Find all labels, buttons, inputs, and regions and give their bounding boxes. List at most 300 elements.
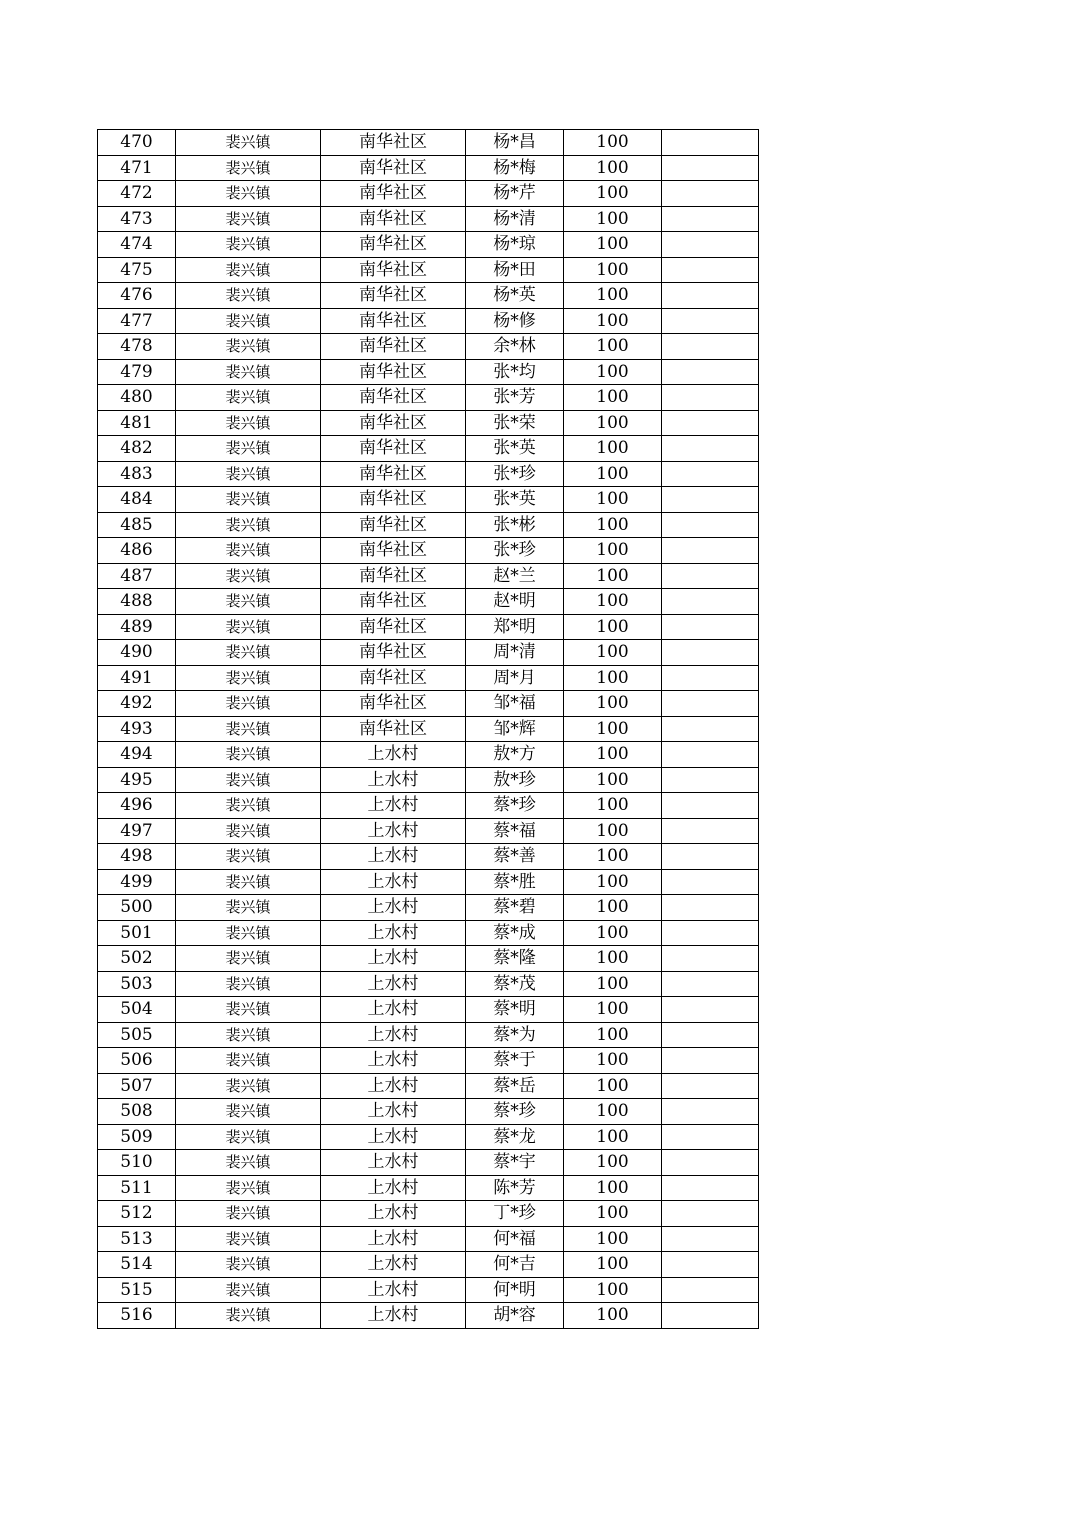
row-number-cell: 502 [98,946,176,972]
table-row [98,385,759,411]
row-number-cell: 504 [98,997,176,1023]
amount-cell: 100 [564,793,662,819]
village-cell: 南华社区 [321,359,466,385]
name-cell: 蔡*胜 [466,869,564,895]
row-number-cell: 499 [98,869,176,895]
village-cell: 南华社区 [321,410,466,436]
name-cell: 杨*修 [466,308,564,334]
town-cell: 裴兴镇 [176,232,321,258]
amount-cell: 100 [564,946,662,972]
amount-cell: 100 [564,130,662,156]
amount-cell: 100 [564,665,662,691]
village-cell: 南华社区 [321,563,466,589]
amount-cell: 100 [564,1175,662,1201]
village-cell: 南华社区 [321,130,466,156]
name-cell: 张*珍 [466,461,564,487]
village-cell: 上水村 [321,971,466,997]
village-cell: 上水村 [321,844,466,870]
table-row [98,997,759,1023]
note-cell [662,742,759,768]
village-cell: 南华社区 [321,691,466,717]
note-cell [662,1022,759,1048]
table-row [98,767,759,793]
table-row [98,614,759,640]
amount-cell: 100 [564,640,662,666]
table-row [98,538,759,564]
name-cell: 张*荣 [466,410,564,436]
row-number-cell: 490 [98,640,176,666]
table-row [98,971,759,997]
town-cell: 裴兴镇 [176,538,321,564]
amount-cell: 100 [564,1099,662,1125]
table-row [98,869,759,895]
row-number-cell: 476 [98,283,176,309]
village-cell: 南华社区 [321,206,466,232]
row-number-cell: 472 [98,181,176,207]
town-cell: 裴兴镇 [176,436,321,462]
note-cell [662,359,759,385]
table-row [98,206,759,232]
table-row [98,665,759,691]
row-number-cell: 470 [98,130,176,156]
note-cell [662,410,759,436]
note-cell [662,155,759,181]
name-cell: 丁*珍 [466,1201,564,1227]
note-cell [662,946,759,972]
amount-cell: 100 [564,1022,662,1048]
town-cell: 裴兴镇 [176,512,321,538]
table-row [98,691,759,717]
village-cell: 上水村 [321,1150,466,1176]
row-number-cell: 513 [98,1226,176,1252]
table-row [98,1303,759,1329]
row-number-cell: 475 [98,257,176,283]
name-cell: 蔡*隆 [466,946,564,972]
name-cell: 何*明 [466,1277,564,1303]
name-cell: 蔡*岳 [466,1073,564,1099]
table-row [98,1252,759,1278]
town-cell: 裴兴镇 [176,665,321,691]
note-cell [662,283,759,309]
town-cell: 裴兴镇 [176,1226,321,1252]
row-number-cell: 514 [98,1252,176,1278]
table-row [98,512,759,538]
note-cell [662,997,759,1023]
name-cell: 邹*辉 [466,716,564,742]
village-cell: 上水村 [321,997,466,1023]
row-number-cell: 494 [98,742,176,768]
name-cell: 周*月 [466,665,564,691]
row-number-cell: 496 [98,793,176,819]
table-row [98,1124,759,1150]
town-cell: 裴兴镇 [176,1277,321,1303]
row-number-cell: 474 [98,232,176,258]
note-cell [662,1277,759,1303]
name-cell: 杨*田 [466,257,564,283]
name-cell: 敖*珍 [466,767,564,793]
village-cell: 南华社区 [321,461,466,487]
row-number-cell: 486 [98,538,176,564]
town-cell: 裴兴镇 [176,1099,321,1125]
village-cell: 上水村 [321,1048,466,1074]
amount-cell: 100 [564,1252,662,1278]
row-number-cell: 505 [98,1022,176,1048]
note-cell [662,589,759,615]
village-cell: 南华社区 [321,155,466,181]
note-cell [662,1073,759,1099]
note-cell [662,665,759,691]
village-cell: 上水村 [321,895,466,921]
village-cell: 上水村 [321,1252,466,1278]
name-cell: 周*清 [466,640,564,666]
name-cell: 敖*方 [466,742,564,768]
town-cell: 裴兴镇 [176,767,321,793]
row-number-cell: 493 [98,716,176,742]
note-cell [662,563,759,589]
roster-table [97,129,759,1329]
name-cell: 胡*容 [466,1303,564,1329]
village-cell: 南华社区 [321,283,466,309]
note-cell [662,1201,759,1227]
town-cell: 裴兴镇 [176,614,321,640]
town-cell: 裴兴镇 [176,691,321,717]
village-cell: 上水村 [321,1099,466,1125]
name-cell: 邹*福 [466,691,564,717]
table-row [98,436,759,462]
town-cell: 裴兴镇 [176,742,321,768]
note-cell [662,767,759,793]
town-cell: 裴兴镇 [176,1022,321,1048]
amount-cell: 100 [564,767,662,793]
amount-cell: 100 [564,538,662,564]
note-cell [662,232,759,258]
name-cell: 蔡*成 [466,920,564,946]
note-cell [662,691,759,717]
row-number-cell: 487 [98,563,176,589]
name-cell: 蔡*珍 [466,1099,564,1125]
amount-cell: 100 [564,869,662,895]
note-cell [662,614,759,640]
note-cell [662,640,759,666]
town-cell: 裴兴镇 [176,997,321,1023]
amount-cell: 100 [564,1150,662,1176]
name-cell: 何*福 [466,1226,564,1252]
table-row [98,640,759,666]
row-number-cell: 483 [98,461,176,487]
name-cell: 蔡*福 [466,818,564,844]
note-cell [662,793,759,819]
table-row [98,410,759,436]
village-cell: 上水村 [321,1277,466,1303]
village-cell: 上水村 [321,869,466,895]
table-row [98,232,759,258]
table-row [98,1175,759,1201]
note-cell [662,1099,759,1125]
table-row [98,946,759,972]
amount-cell: 100 [564,512,662,538]
village-cell: 上水村 [321,1175,466,1201]
note-cell [662,487,759,513]
table-row [98,844,759,870]
table-row [98,716,759,742]
name-cell: 蔡*龙 [466,1124,564,1150]
row-number-cell: 500 [98,895,176,921]
town-cell: 裴兴镇 [176,844,321,870]
amount-cell: 100 [564,487,662,513]
table-row [98,1201,759,1227]
village-cell: 南华社区 [321,436,466,462]
town-cell: 裴兴镇 [176,385,321,411]
village-cell: 南华社区 [321,181,466,207]
village-cell: 南华社区 [321,665,466,691]
name-cell: 杨*英 [466,283,564,309]
amount-cell: 100 [564,436,662,462]
table-row [98,257,759,283]
row-number-cell: 497 [98,818,176,844]
row-number-cell: 479 [98,359,176,385]
row-number-cell: 512 [98,1201,176,1227]
amount-cell: 100 [564,818,662,844]
town-cell: 裴兴镇 [176,130,321,156]
town-cell: 裴兴镇 [176,1150,321,1176]
amount-cell: 100 [564,716,662,742]
amount-cell: 100 [564,283,662,309]
table-row [98,1022,759,1048]
amount-cell: 100 [564,1201,662,1227]
name-cell: 蔡*明 [466,997,564,1023]
name-cell: 蔡*于 [466,1048,564,1074]
town-cell: 裴兴镇 [176,1124,321,1150]
town-cell: 裴兴镇 [176,487,321,513]
amount-cell: 100 [564,206,662,232]
town-cell: 裴兴镇 [176,640,321,666]
name-cell: 余*林 [466,334,564,360]
row-number-cell: 471 [98,155,176,181]
town-cell: 裴兴镇 [176,895,321,921]
village-cell: 南华社区 [321,308,466,334]
amount-cell: 100 [564,895,662,921]
town-cell: 裴兴镇 [176,869,321,895]
village-cell: 南华社区 [321,512,466,538]
row-number-cell: 501 [98,920,176,946]
village-cell: 上水村 [321,1201,466,1227]
row-number-cell: 489 [98,614,176,640]
village-cell: 上水村 [321,818,466,844]
note-cell [662,308,759,334]
name-cell: 张*芳 [466,385,564,411]
village-cell: 南华社区 [321,538,466,564]
row-number-cell: 480 [98,385,176,411]
town-cell: 裴兴镇 [176,1303,321,1329]
table-row [98,818,759,844]
row-number-cell: 503 [98,971,176,997]
town-cell: 裴兴镇 [176,920,321,946]
village-cell: 上水村 [321,1303,466,1329]
table-row [98,742,759,768]
amount-cell: 100 [564,1303,662,1329]
note-cell [662,869,759,895]
town-cell: 裴兴镇 [176,257,321,283]
village-cell: 南华社区 [321,334,466,360]
amount-cell: 100 [564,308,662,334]
name-cell: 杨*梅 [466,155,564,181]
note-cell [662,1175,759,1201]
row-number-cell: 488 [98,589,176,615]
name-cell: 蔡*宇 [466,1150,564,1176]
name-cell: 杨*芹 [466,181,564,207]
village-cell: 上水村 [321,1124,466,1150]
note-cell [662,385,759,411]
note-cell [662,1226,759,1252]
row-number-cell: 509 [98,1124,176,1150]
row-number-cell: 516 [98,1303,176,1329]
town-cell: 裴兴镇 [176,1252,321,1278]
village-cell: 上水村 [321,1073,466,1099]
note-cell [662,895,759,921]
table-row [98,181,759,207]
table-row [98,283,759,309]
name-cell: 赵*明 [466,589,564,615]
note-cell [662,716,759,742]
note-cell [662,1303,759,1329]
village-cell: 南华社区 [321,385,466,411]
roster-table-body [98,130,759,1329]
row-number-cell: 507 [98,1073,176,1099]
village-cell: 上水村 [321,767,466,793]
row-number-cell: 511 [98,1175,176,1201]
town-cell: 裴兴镇 [176,206,321,232]
town-cell: 裴兴镇 [176,359,321,385]
note-cell [662,971,759,997]
name-cell: 蔡*珍 [466,793,564,819]
amount-cell: 100 [564,563,662,589]
amount-cell: 100 [564,1124,662,1150]
town-cell: 裴兴镇 [176,181,321,207]
note-cell [662,512,759,538]
table-row [98,487,759,513]
note-cell [662,130,759,156]
table-row [98,1073,759,1099]
village-cell: 南华社区 [321,487,466,513]
amount-cell: 100 [564,742,662,768]
town-cell: 裴兴镇 [176,155,321,181]
note-cell [662,920,759,946]
amount-cell: 100 [564,920,662,946]
note-cell [662,1150,759,1176]
name-cell: 张*珍 [466,538,564,564]
row-number-cell: 510 [98,1150,176,1176]
name-cell: 何*吉 [466,1252,564,1278]
note-cell [662,257,759,283]
amount-cell: 100 [564,334,662,360]
town-cell: 裴兴镇 [176,971,321,997]
village-cell: 南华社区 [321,614,466,640]
note-cell [662,181,759,207]
table-row [98,1048,759,1074]
village-cell: 南华社区 [321,716,466,742]
name-cell: 张*彬 [466,512,564,538]
town-cell: 裴兴镇 [176,1048,321,1074]
name-cell: 杨*清 [466,206,564,232]
town-cell: 裴兴镇 [176,946,321,972]
amount-cell: 100 [564,181,662,207]
name-cell: 蔡*碧 [466,895,564,921]
table-row [98,793,759,819]
amount-cell: 100 [564,257,662,283]
town-cell: 裴兴镇 [176,1175,321,1201]
amount-cell: 100 [564,589,662,615]
row-number-cell: 498 [98,844,176,870]
row-number-cell: 478 [98,334,176,360]
village-cell: 上水村 [321,1022,466,1048]
row-number-cell: 506 [98,1048,176,1074]
amount-cell: 100 [564,232,662,258]
name-cell: 杨*昌 [466,130,564,156]
table-row [98,589,759,615]
note-cell [662,206,759,232]
amount-cell: 100 [564,844,662,870]
amount-cell: 100 [564,359,662,385]
village-cell: 上水村 [321,946,466,972]
name-cell: 蔡*茂 [466,971,564,997]
town-cell: 裴兴镇 [176,308,321,334]
amount-cell: 100 [564,971,662,997]
table-row [98,895,759,921]
village-cell: 上水村 [321,742,466,768]
row-number-cell: 508 [98,1099,176,1125]
amount-cell: 100 [564,155,662,181]
note-cell [662,844,759,870]
table-row [98,155,759,181]
name-cell: 杨*琼 [466,232,564,258]
row-number-cell: 482 [98,436,176,462]
table-row [98,461,759,487]
town-cell: 裴兴镇 [176,283,321,309]
row-number-cell: 484 [98,487,176,513]
amount-cell: 100 [564,1073,662,1099]
table-row [98,1277,759,1303]
row-number-cell: 485 [98,512,176,538]
table-row [98,920,759,946]
amount-cell: 100 [564,1226,662,1252]
amount-cell: 100 [564,997,662,1023]
town-cell: 裴兴镇 [176,818,321,844]
table-row [98,308,759,334]
name-cell: 张*英 [466,436,564,462]
name-cell: 蔡*善 [466,844,564,870]
name-cell: 郑*明 [466,614,564,640]
row-number-cell: 481 [98,410,176,436]
village-cell: 南华社区 [321,640,466,666]
village-cell: 上水村 [321,920,466,946]
table-row [98,359,759,385]
amount-cell: 100 [564,461,662,487]
town-cell: 裴兴镇 [176,1201,321,1227]
amount-cell: 100 [564,410,662,436]
name-cell: 赵*兰 [466,563,564,589]
name-cell: 张*英 [466,487,564,513]
amount-cell: 100 [564,691,662,717]
town-cell: 裴兴镇 [176,1073,321,1099]
village-cell: 上水村 [321,1226,466,1252]
table-row [98,1150,759,1176]
note-cell [662,334,759,360]
note-cell [662,538,759,564]
town-cell: 裴兴镇 [176,793,321,819]
name-cell: 张*均 [466,359,564,385]
table-row [98,130,759,156]
row-number-cell: 492 [98,691,176,717]
